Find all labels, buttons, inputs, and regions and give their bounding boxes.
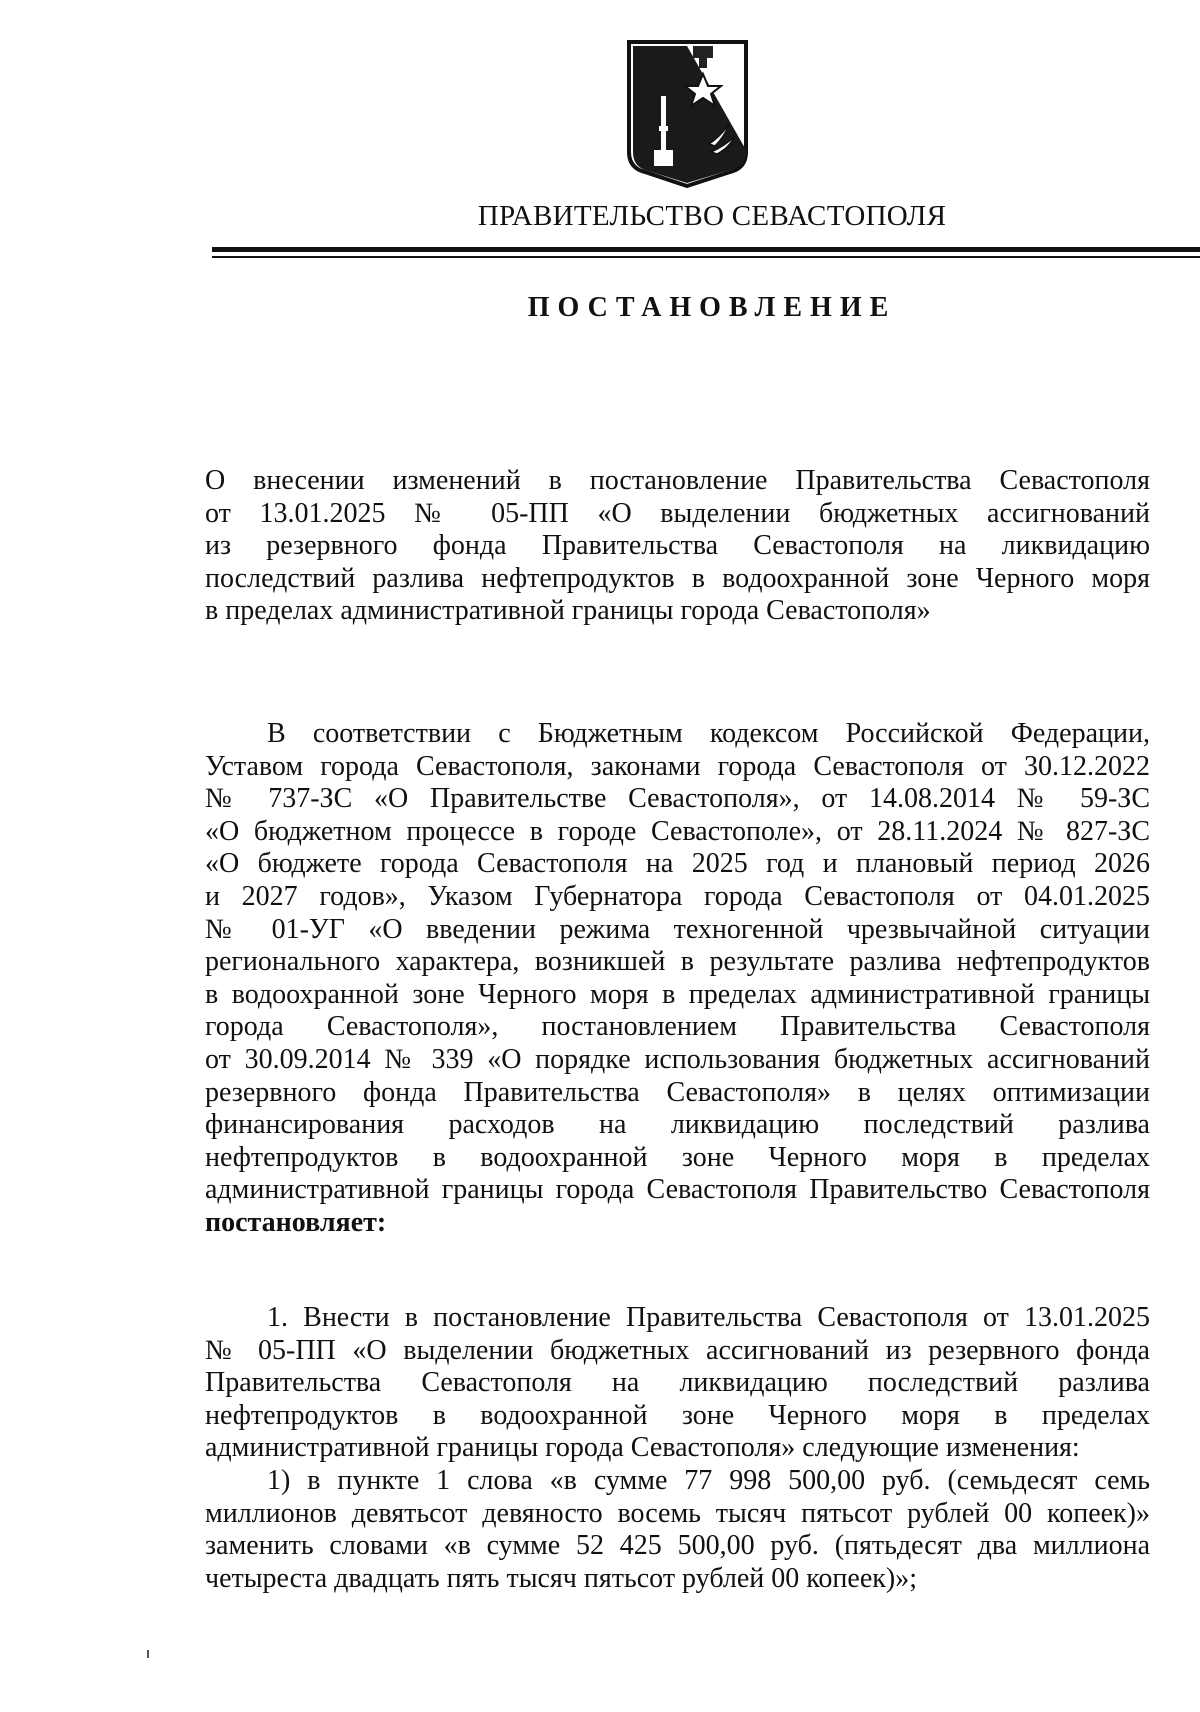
document-subject bbox=[205, 465, 1150, 628]
preamble-line: № 737-ЗС «О Правительстве Севастополя», от 14.08.2014 № 59-ЗС bbox=[205, 783, 1150, 815]
preamble-line: «О бюджете города Севастополя на 2025 год и плановый период 2026 bbox=[205, 848, 1150, 880]
clause-line: 1. Внести в постановление Правительства Севастополя от 13.01.2025 bbox=[267, 1302, 1150, 1333]
preamble-line: Уставом города Севастополя, законами города Севастополя от 30.12.2022 bbox=[205, 750, 1150, 782]
preamble-paragraph bbox=[205, 718, 1150, 1240]
clause-line: нефтепродуктов в водоохранной зоне Черного моря в пределах bbox=[205, 1399, 1150, 1431]
subclause-line: четыреста двадцать пять тысяч пятьсот рублей 00 копеек)»; bbox=[205, 1562, 917, 1594]
subclause-line: миллионов девятьсот девяносто восемь тысяч пятьсот рублей 00 копеек)» bbox=[205, 1497, 1150, 1529]
scan-speck bbox=[147, 1650, 149, 1658]
preamble-line: нефтепродуктов в водоохранной зоне Черного моря в пределах bbox=[205, 1141, 1150, 1173]
clause-line: административной границы города Севастополя» следующие изменения: bbox=[205, 1432, 1080, 1464]
preamble-line: резервного фонда Правительства Севастополя» в целях оптимизации bbox=[205, 1076, 1150, 1108]
header-rule-thick bbox=[212, 247, 1200, 252]
preamble-line: в водоохранной зоне Черного моря в пределах административной границы bbox=[205, 978, 1150, 1010]
resolves-word: постановляет: bbox=[205, 1206, 387, 1238]
subject-line: в пределах административной границы города Севастополя» bbox=[205, 595, 931, 627]
preamble-line: административной границы города Севастополя Правительство Севастополя bbox=[205, 1174, 1150, 1206]
subject-line: от 13.01.2025 № 05-ПП «О выделении бюджетных ассигнований bbox=[205, 497, 1150, 529]
preamble-line: и 2027 годов», Указом Губернатора города Севастополя от 04.01.2025 bbox=[205, 880, 1150, 912]
subclause-line: заменить словами «в сумме 52 425 500,00 руб. (пятьдесят два миллиона bbox=[205, 1530, 1150, 1562]
clause-1 bbox=[205, 1302, 1150, 1595]
document-type-title: ПОСТАНОВЛЕНИЕ bbox=[527, 292, 897, 323]
header-rule-thin bbox=[212, 256, 1200, 258]
subclause-line: 1) в пункте 1 слова «в сумме 77 998 500,00 руб. (семьдесят семь bbox=[267, 1464, 1150, 1496]
preamble-line: В соответствии с Бюджетным кодексом Российской Федерации, bbox=[267, 718, 1150, 749]
organization-name: ПРАВИТЕЛЬСТВО СЕВАСТОПОЛЯ bbox=[477, 200, 947, 232]
coat-of-arms-icon bbox=[625, 40, 750, 188]
preamble-line: от 30.09.2014 № 339 «О порядке использования бюджетных ассигнований bbox=[205, 1043, 1150, 1075]
preamble-line: города Севастополя», постановлением Правительства Севастополя bbox=[205, 1011, 1150, 1043]
preamble-line: финансирования расходов на ликвидацию последствий разлива bbox=[205, 1109, 1150, 1141]
subject-line: последствий разлива нефтепродуктов в водоохранной зоне Черного моря bbox=[205, 562, 1150, 594]
preamble-line: № 01-УГ «О введении режима техногенной чрезвычайной ситуации bbox=[205, 913, 1150, 945]
preamble-line: регионального характера, возникшей в результате разлива нефтепродуктов bbox=[205, 946, 1150, 978]
preamble-line: «О бюджетном процессе в городе Севастополе», от 28.11.2024 № 827-ЗС bbox=[205, 815, 1150, 847]
clause-line: № 05-ПП «О выделении бюджетных ассигнований из резервного фонда bbox=[205, 1334, 1150, 1366]
subject-line: из резервного фонда Правительства Севастополя на ликвидацию bbox=[205, 530, 1150, 562]
subject-line: О внесении изменений в постановление Правительства Севастополя bbox=[205, 465, 1150, 496]
clause-line: Правительства Севастополя на ликвидацию последствий разлива bbox=[205, 1367, 1150, 1399]
